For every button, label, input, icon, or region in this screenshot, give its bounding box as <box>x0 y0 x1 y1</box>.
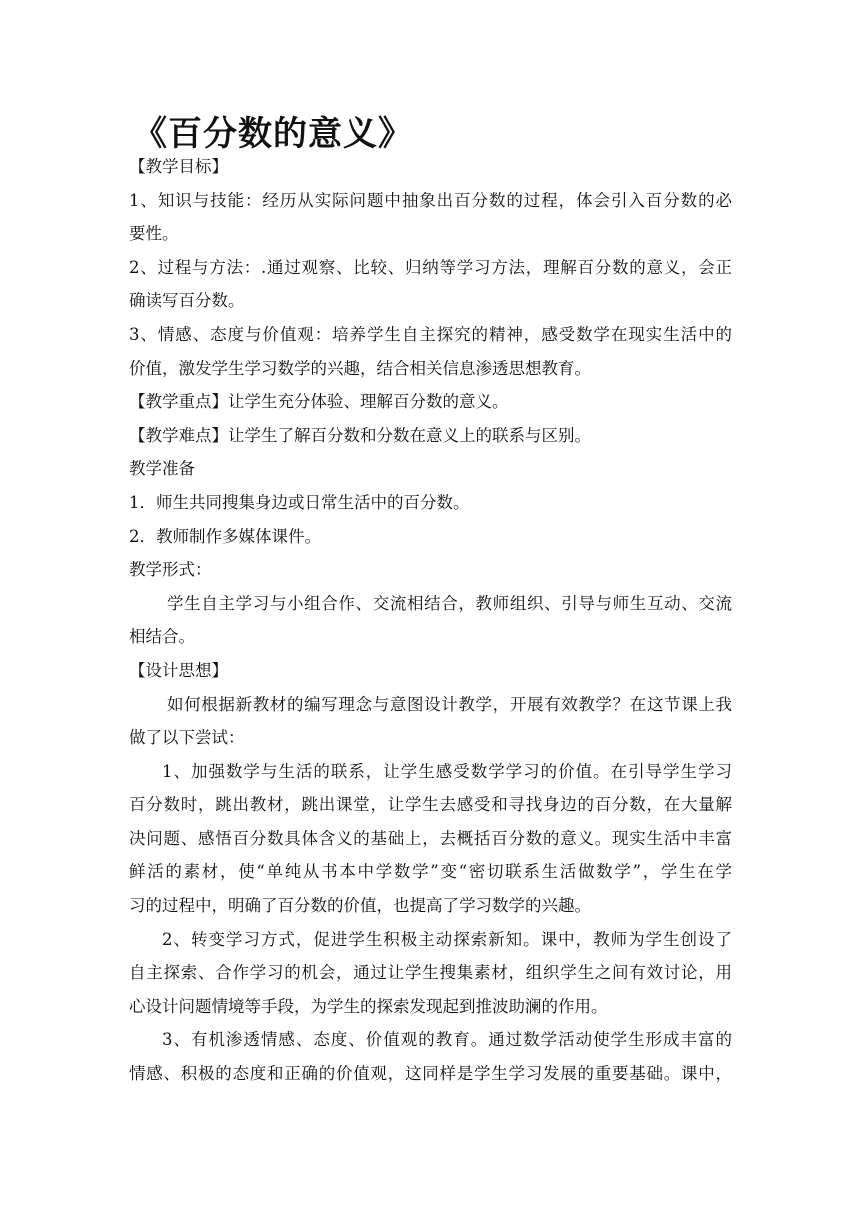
section-heading-objectives: 【教学目标】 <box>129 157 228 176</box>
paragraph-line: 心设计问题情境等手段，为学生的探索发现起到推波助澜的作用。 <box>129 996 608 1016</box>
paragraph-line: 鲜活的素材，使“单纯从书本中学数学”变“密切联系生活做数学”，学生在学 <box>129 862 732 882</box>
paragraph-line: 百分数时，跳出教材，跳出课堂，让学生去感受和寻找身边的百分数，在大量解 <box>129 795 732 815</box>
document-body <box>129 150 732 1091</box>
paragraph-line: 2、过程与方法：.通过观察、比较、归纳等学习方法，理解百分数的意义，会正 <box>129 257 732 277</box>
paragraph-line: 1、加强数学与生活的联系，让学生感受数学学习的价值。在引导学生学习 <box>162 761 732 781</box>
document-title: 《百分数的意义》 <box>133 114 413 154</box>
paragraph-line: 2、转变学习方式，促进学生积极主动探索新知。课中，教师为学生创设了 <box>162 929 732 949</box>
paragraph-line: 相结合。 <box>129 627 195 647</box>
paragraph-line: 3、情感、态度与价值观：培养学生自主探究的精神，感受数学在现实生活中的 <box>129 324 732 344</box>
section-heading-format: 教学形式： <box>129 560 212 580</box>
paragraph-line: 做了以下尝试： <box>129 728 245 748</box>
key-point-line: 【教学重点】让学生充分体验、理解百分数的意义。 <box>129 392 509 412</box>
paragraph-line: 学生自主学习与小组合作、交流相结合，教师组织、引导与师生互动、交流 <box>167 593 732 613</box>
paragraph-line: 情感、积极的态度和正确的价值观，这同样是学生学习发展的重要基础。课中， <box>129 1064 732 1084</box>
paragraph-line: 1、知识与技能：经历从实际问题中抽象出百分数的过程，体会引入百分数的必 <box>129 190 732 210</box>
paragraph-line: 3、有机渗透情感、态度、价值观的教育。通过数学活动使学生形成丰富的 <box>162 1030 732 1050</box>
list-item: 2．教师制作多媒体课件。 <box>129 526 321 546</box>
paragraph-line: 自主探索、合作学习的机会，通过让学生搜集素材，组织学生之间有效讨论，用 <box>129 963 732 983</box>
paragraph-line: 要性。 <box>129 224 179 244</box>
paragraph-line: 习的过程中，明确了百分数的价值，也提高了学习数学的兴趣。 <box>129 896 591 916</box>
paragraph-line: 价值，激发学生学习数学的兴趣，结合相关信息渗透思想教育。 <box>129 358 591 378</box>
paragraph-line: 如何根据新教材的编写理念与意图设计教学，开展有效教学？在这节课上我 <box>167 694 732 714</box>
list-item: 1．师生共同搜集身边或日常生活中的百分数。 <box>129 492 470 512</box>
section-heading-preparation: 教学准备 <box>129 459 195 479</box>
section-heading-design: 【设计思想】 <box>129 660 228 680</box>
paragraph-line: 决问题、感悟百分数具体含义的基础上，去概括百分数的意义。现实生活中丰富 <box>129 828 732 848</box>
difficult-point-line: 【教学难点】让学生了解百分数和分数在意义上的联系与区别。 <box>129 425 591 445</box>
paragraph-line: 确读写百分数。 <box>129 291 245 311</box>
